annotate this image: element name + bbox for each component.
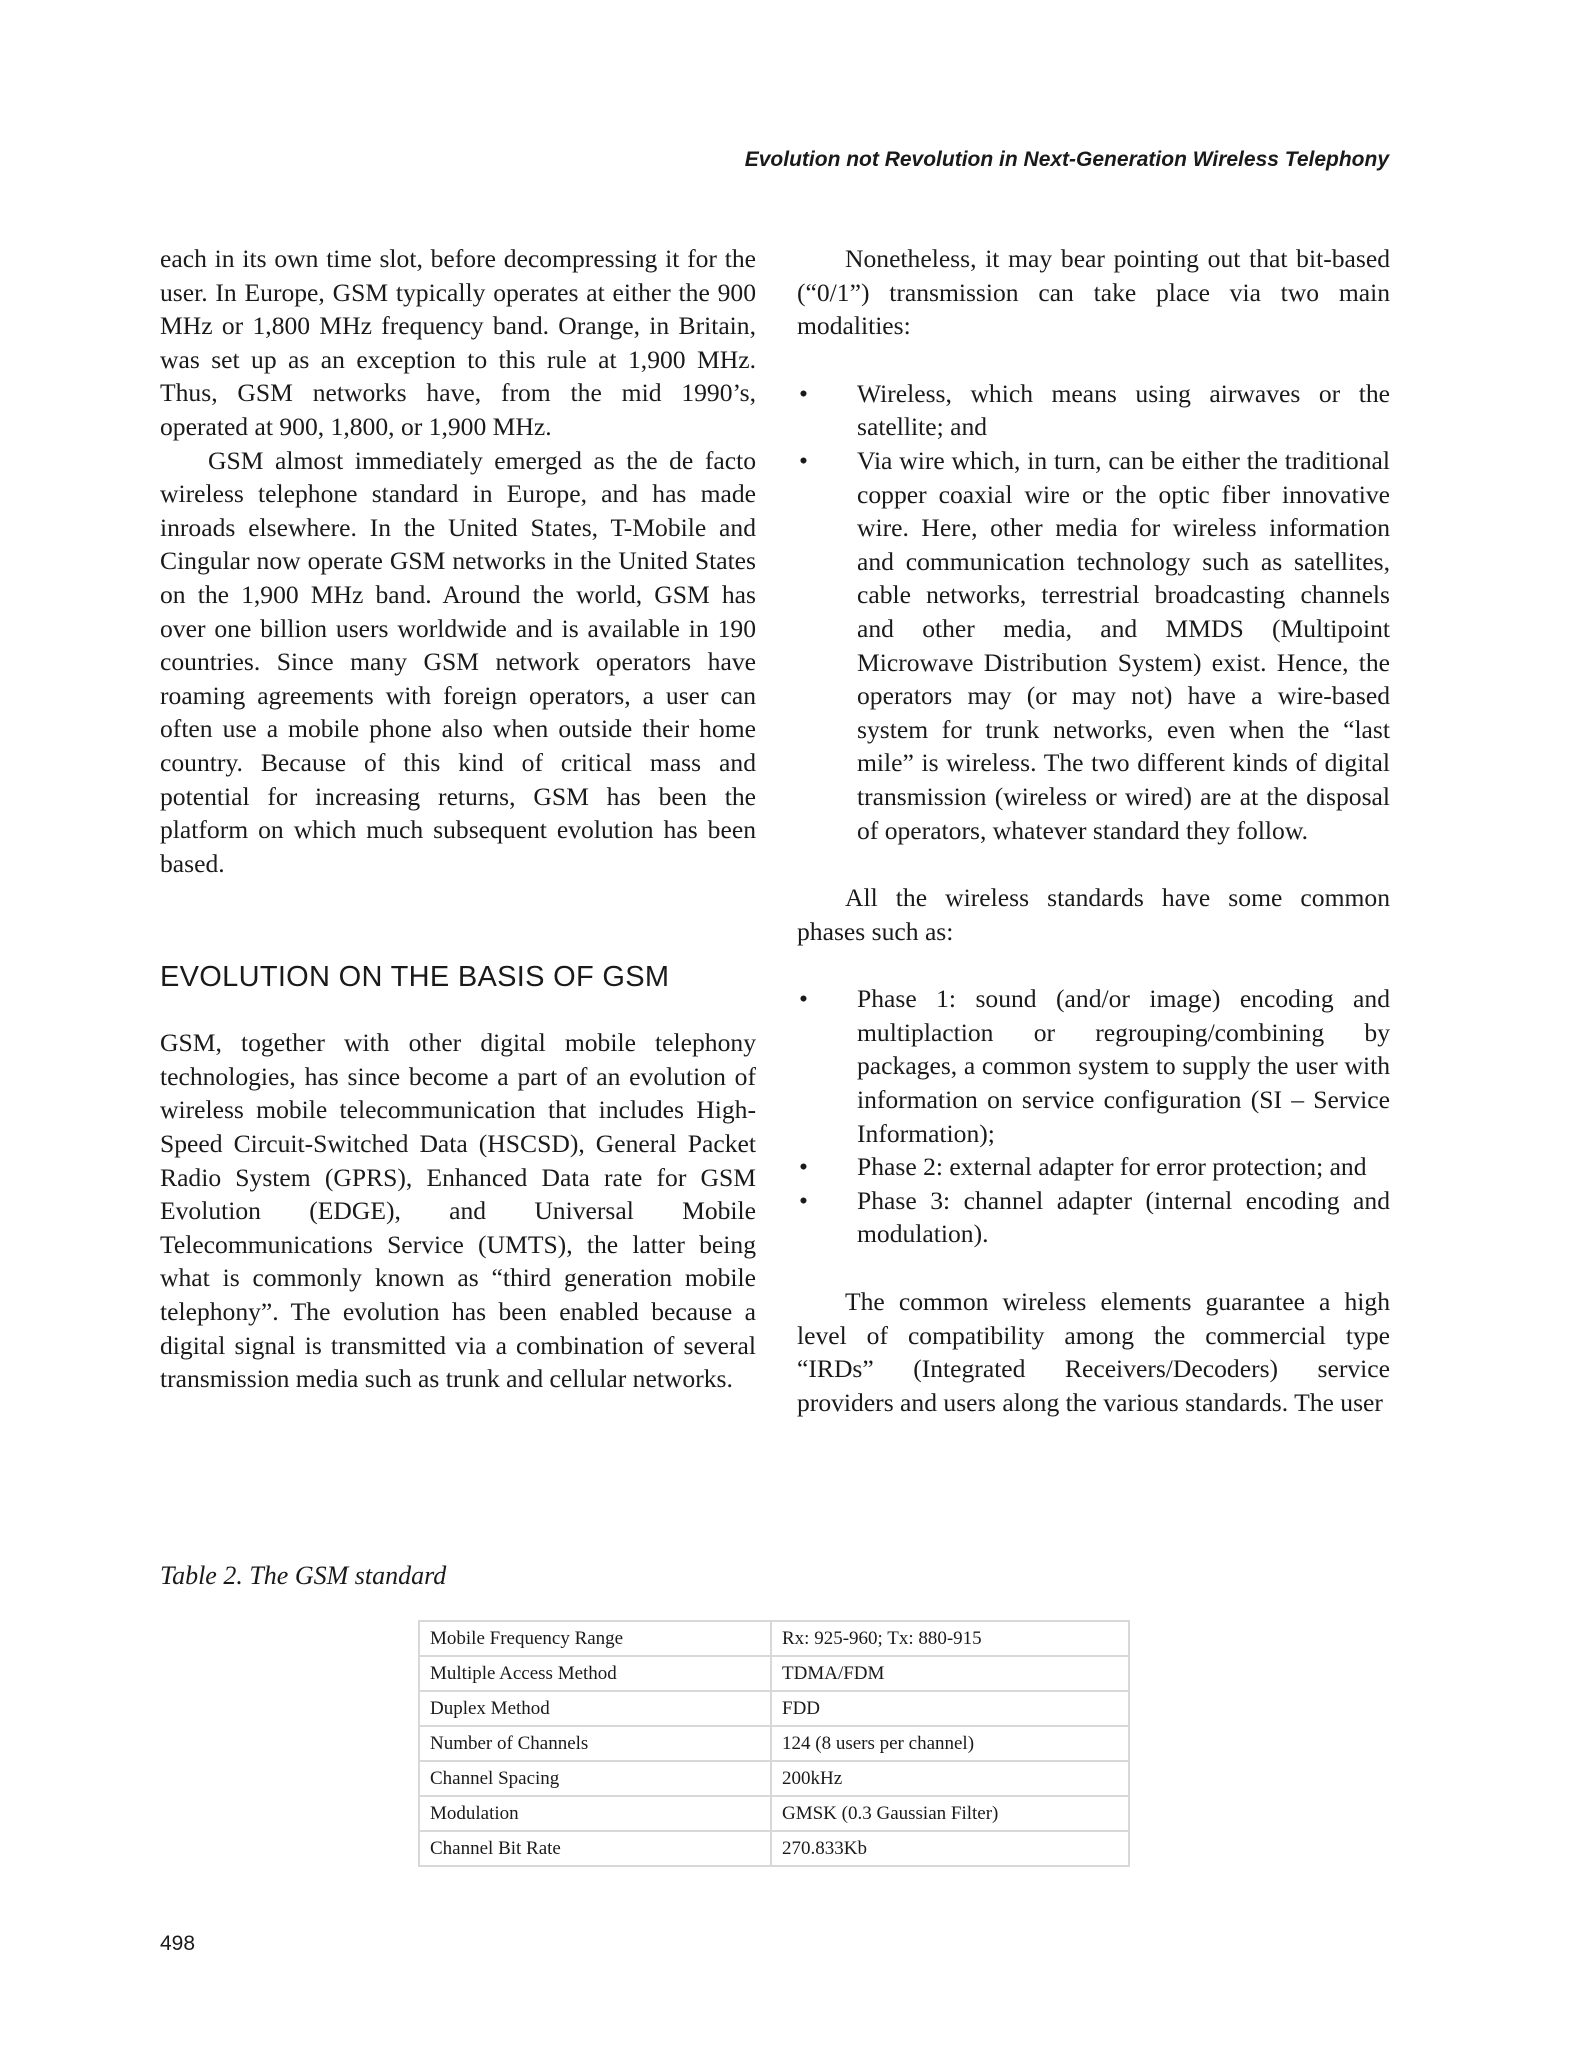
right-column <box>797 242 1390 1419</box>
list-item-text: Phase 2: external adapter for error protection; and <box>857 1152 1367 1182</box>
table-cell-value: FDD <box>771 1691 1129 1726</box>
table-cell-label: Duplex Method <box>419 1691 771 1726</box>
gsm-standard-table <box>418 1620 1130 1867</box>
list-item-text: Phase 1: sound (and/or image) encoding and multiplaction or regrouping/combining by packages, a common system to supply the user with information on service configuration (SI – Service Information); <box>857 984 1390 1148</box>
bullet-icon: • <box>799 378 808 408</box>
bullet-icon: • <box>799 445 808 475</box>
list-item <box>797 982 1390 1150</box>
table-cell-label: Channel Spacing <box>419 1761 771 1796</box>
table-row <box>419 1656 1129 1691</box>
table-row <box>419 1831 1129 1866</box>
running-head: Evolution not Revolution in Next-Generation Wireless Telephony <box>744 148 1389 171</box>
right-paragraph-2: All the wireless standards have some common phases such as: <box>797 883 1390 946</box>
table-row <box>419 1726 1129 1761</box>
list-item-text: Phase 3: channel adapter (internal encoding and modulation). <box>857 1185 1390 1249</box>
table-cell-value: TDMA/FDM <box>771 1656 1129 1691</box>
table-row <box>419 1796 1129 1831</box>
table-cell-label: Multiple Access Method <box>419 1656 771 1691</box>
table-row <box>419 1621 1129 1656</box>
bullet-icon: • <box>799 984 808 1014</box>
left-column <box>160 242 756 1396</box>
table-cell-value: 200kHz <box>771 1761 1129 1796</box>
list-item-text: Via wire which, in turn, can be either the traditional copper coaxial wire or the optic fiber innovative wire. Here, other media for wireless information and communication technology such as satellites, cable networks, terrestrial broadcasting channels and other media, and MMDS (Multipoint Microwave Distribution System) exist. Hence, the operators may (or may not) have a wire-based system for trunk networks, even when the “last mile” is wireless. The two different kinds of digital transmission (wireless or wired) are at the disposal of operators, whatever standard they follow. <box>857 445 1390 845</box>
table-cell-value: 124 (8 users per channel) <box>771 1726 1129 1761</box>
left-paragraph-3: GSM, together with other digital mobile telephony technologies, has since become a part of an evolution of wireless mobile telecommunication that includes High-Speed Circuit-Switched Data (HSCSD), General Packet Radio System (GPRS), Enhanced Data rate for GSM Evolution (EDGE), and Universal Mobile Telecommunications Service (UMTS), the latter being what is commonly known as “third generation mobile telephony”. The evolution has been enabled because a digital signal is transmitted via a combination of several transmission media such as trunk and cellular networks. <box>160 1028 756 1394</box>
list-item <box>797 1150 1390 1184</box>
table-row <box>419 1761 1129 1796</box>
table-cell-value: 270.833Kb <box>771 1831 1129 1866</box>
list-item <box>797 1184 1390 1251</box>
table-cell-label: Mobile Frequency Range <box>419 1621 771 1656</box>
list-item-text: Wireless, which means using airwaves or the satellite; and <box>857 378 1390 442</box>
left-paragraph-1: each in its own time slot, before decompressing it for the user. In Europe, GSM typically operates at either the 900 MHz or 1,800 MHz frequency band. Orange, in Britain, was set up as an exception to this rule at 1,900 MHz. Thus, GSM networks have, from the mid 1990’s, operated at 900, 1,800, or 1,900 MHz. <box>160 244 756 441</box>
bullet-icon: • <box>799 1152 808 1182</box>
table-caption: Table 2. The GSM standard <box>160 1561 447 1590</box>
bullet-icon: • <box>799 1185 808 1215</box>
phases-list <box>797 982 1390 1251</box>
page-number: 498 <box>160 1932 196 1955</box>
section-heading: EVOLUTION ON THE BASIS OF GSM <box>160 961 670 994</box>
table-cell-value: Rx: 925-960; Tx: 880-915 <box>771 1621 1129 1656</box>
right-paragraph-1: Nonetheless, it may bear pointing out that bit-based (“0/1”) transmission can take place via two main modalities: <box>797 244 1390 341</box>
list-item <box>797 377 1390 444</box>
table-cell-label: Modulation <box>419 1796 771 1831</box>
table-row <box>419 1691 1129 1726</box>
table-cell-label: Number of Channels <box>419 1726 771 1761</box>
right-paragraph-3: The common wireless elements guarantee a high level of compatibility among the commercial type “IRDs” (Integrated Receivers/Decoders) service providers and users along the various standards. The user <box>797 1287 1390 1417</box>
left-paragraph-2: GSM almost immediately emerged as the de facto wireless telephone standard in Europe, and has made inroads elsewhere. In the United States, T-Mobile and Cingular now operate GSM networks in the United States on the 1,900 MHz band. Around the world, GSM has over one billion users worldwide and is available in 190 countries. Since many GSM network operators have roaming agreements with foreign operators, a user can often use a mobile phone also when outside their home country. Because of this kind of critical mass and potential for increasing returns, GSM has been the platform on which much subsequent evolution has been based. <box>160 445 756 878</box>
table-cell-label: Channel Bit Rate <box>419 1831 771 1866</box>
table-cell-value: GMSK (0.3 Gaussian Filter) <box>771 1796 1129 1831</box>
list-item <box>797 444 1390 847</box>
modalities-list <box>797 377 1390 847</box>
